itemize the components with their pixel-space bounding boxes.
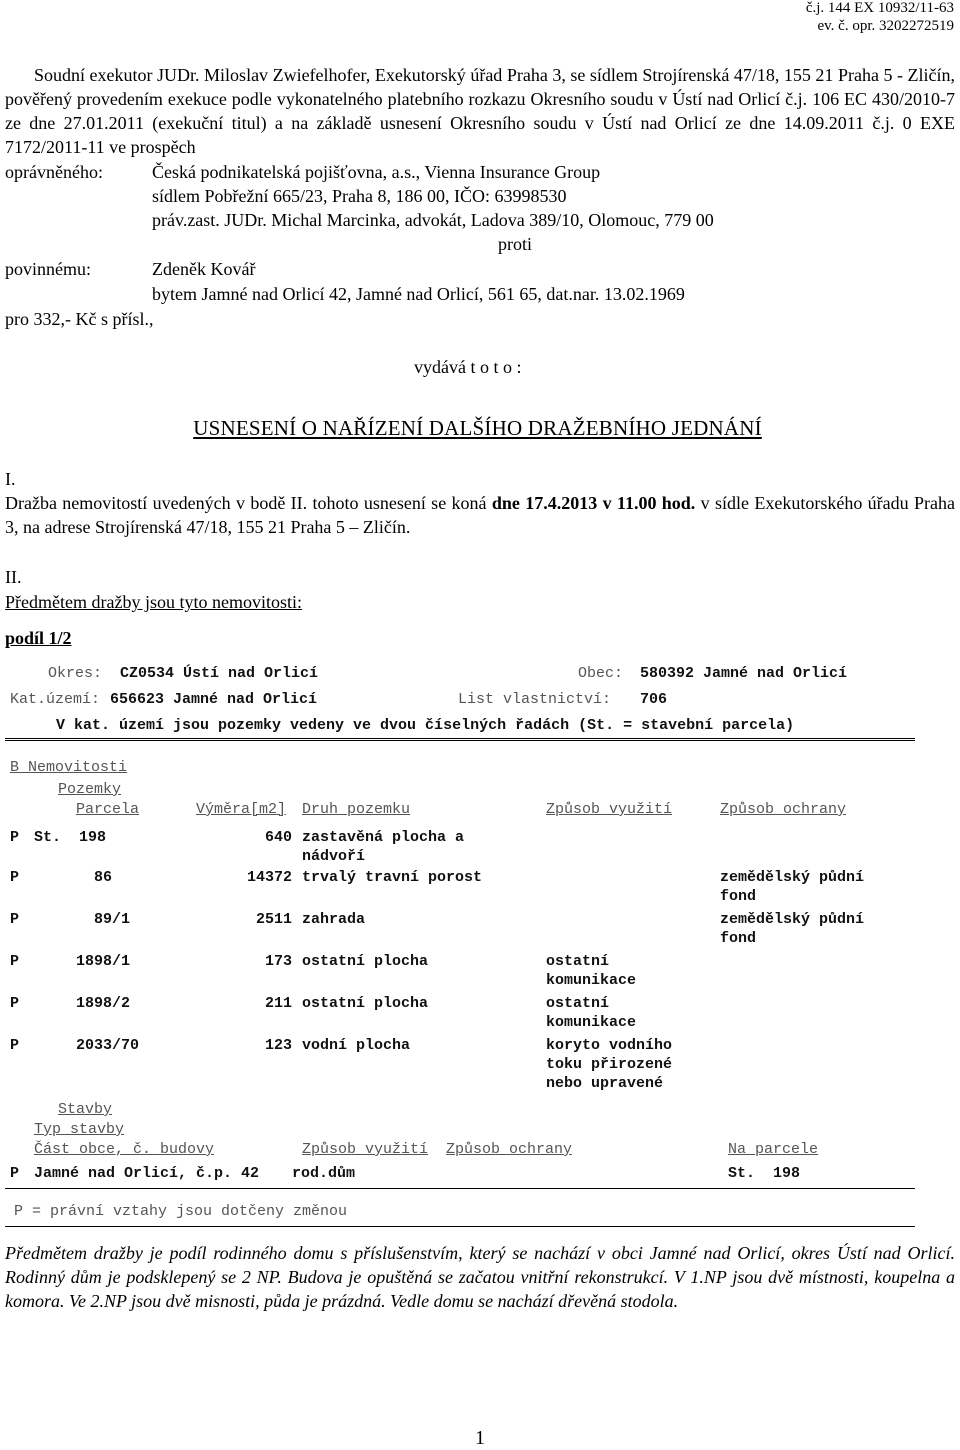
building-location: Jamné nad Orlicí, č.p. 42 (34, 1165, 260, 1182)
row-flag: P (10, 995, 20, 1012)
parcel-area: 173 (264, 953, 292, 970)
col-cast-obce: Část obce, č. budovy (34, 1141, 215, 1158)
col-stavba-vyuziti: Způsob využití (302, 1141, 429, 1158)
issues-text: vydává t o t o : (414, 357, 522, 377)
section-1-number: I. (5, 469, 16, 489)
debtor-name: Zdeněk Kovář (152, 259, 256, 279)
land-type: zastavěná plocha a (302, 829, 465, 846)
pozemky-label: Pozemky (58, 781, 122, 798)
ku-value: 656623 Jamné nad Orlicí (110, 691, 318, 708)
land-use: koryto vodního (546, 1037, 673, 1054)
col-na-parcele: Na parcele (728, 1141, 819, 1158)
land-type: zahrada (302, 911, 366, 928)
row-flag: P (10, 911, 20, 928)
case-reference: č.j. 144 EX 10932/11-63 (805, 0, 954, 16)
col-ochrana: Způsob ochrany (720, 801, 847, 818)
section-2-number: II. (5, 567, 22, 587)
creditor-name: Česká podnikatelská pojišťovna, a.s., Vienna Insurance Group (152, 162, 601, 182)
land-use: komunikace (546, 972, 637, 989)
stavby-label: Stavby (58, 1101, 113, 1118)
creditor-representative: práv.zast. JUDr. Michal Marcinka, advokát, Ladova 389/10, Olomouc, 779 00 (152, 210, 714, 230)
okres-label: Okres: (48, 665, 103, 682)
protection: fond (720, 930, 757, 947)
land-use: ostatní (546, 995, 610, 1012)
col-parcela: Parcela (76, 801, 140, 818)
parcel-number: 1898/2 (76, 995, 131, 1012)
land-type: vodní plocha (302, 1037, 411, 1054)
row-flag: P (10, 1037, 20, 1054)
cadastre-note: V kat. území jsou pozemky vedeny ve dvou číselných řadách (St. = stavební parcela) (56, 717, 795, 734)
parcel-area: 211 (264, 995, 292, 1012)
typ-stavby-label: Typ stavby (34, 1121, 125, 1138)
land-use: nebo upravené (546, 1075, 664, 1092)
enforcement-reference: ev. č. opr. 3202272519 (817, 18, 954, 34)
parcel-area: 14372 (246, 869, 292, 886)
obec-value: 580392 Jamné nad Orlicí (640, 665, 848, 682)
land-type: ostatní plocha (302, 995, 429, 1012)
protection: fond (720, 888, 757, 905)
divider (5, 1226, 915, 1227)
share-label: podíl 1/2 (5, 628, 72, 648)
row-flag: P (10, 953, 20, 970)
land-type: nádvoří (302, 848, 366, 865)
land-use: komunikace (546, 1014, 637, 1031)
building-use: rod.dům (292, 1165, 356, 1182)
col-vymera: Výměra[m2] (196, 801, 287, 818)
section-2-heading: Předmětem dražby jsou tyto nemovitosti: (5, 592, 302, 612)
creditor-label: oprávněného: (5, 162, 103, 182)
parcel-number: 86 (94, 869, 113, 886)
protection: zemědělský půdní (720, 911, 865, 928)
claim-amount: pro 332,- Kč s přísl., (5, 309, 154, 329)
page-number: 1 (475, 1427, 485, 1449)
lv-label: List vlastnictví: (458, 691, 612, 708)
protection: zemědělský půdní (720, 869, 865, 886)
ku-label: Kat.území: (10, 691, 101, 708)
document-title: USNESENÍ O NAŘÍZENÍ DALŠÍHO DRAŽEBNÍHO JEDNÁNÍ (193, 416, 762, 440)
section-1-text: Dražba nemovitostí uvedených v bodě II. tohoto usnesení se koná dne 17.4.2013 v 11.00 hod. v sídle Exekutorského úřadu Praha 3, na adrese Strojírenská 47/18, 155 21 Praha 5 – Zličín. (5, 493, 955, 537)
parcel-area: 2511 (255, 911, 292, 928)
okres-value: CZ0534 Ústí nad Orlicí (120, 665, 319, 682)
col-stavba-ochrana: Způsob ochrany (446, 1141, 573, 1158)
row-flag: P (10, 829, 20, 846)
debtor-label: povinnému: (5, 259, 91, 279)
property-description: Předmětem dražby je podíl rodinného domu s příslušenstvím, který se nachází v obci Jamné nad Orlicí, okres Ústí nad Orlicí. Rodinný dům je podsklepený se 2 NP. Budova je opuštěná se začatou vnitřní rekonstrukcí. V 1.NP jsou dvě místnosti, koupelna a komora. Ve 2.NP jsou dvě misnosti, půda je prázdná. Vedle domu se nachází dřevěná stodola. (5, 1243, 955, 1311)
col-druh: Druh pozemku (302, 801, 411, 818)
parcel-number: St. 198 (34, 829, 107, 846)
creditor-address: sídlem Pobřežní 665/23, Praha 8, 186 00, IČO: 63998530 (152, 186, 567, 206)
intro-paragraph: Soudní exekutor JUDr. Miloslav Zwiefelhofer, Exekutorský úřad Praha 3, se sídlem Strojírenská 47/18, 155 21 Praha 5 - Zličín, pověřený provedením exekuce podle vykonatelného platebního rozkazu Okresního soudu v Ústí nad Orlicí č.j. 106 EC 430/2010-7 ze dne 27.01.2011 (exekuční titul) a na základě usnesení Okresního soudu v Ústí nad Orlicí ze dne 14.09.2011 č.j. 0 EXE 7172/2011-11 ve prospěch (5, 65, 955, 157)
parcel-number: 1898/1 (76, 953, 131, 970)
legend: P = právní vztahy jsou dotčeny změnou (14, 1203, 348, 1220)
col-vyuziti: Způsob využití (546, 801, 673, 818)
land-type: ostatní plocha (302, 953, 429, 970)
parcel-area: 640 (264, 829, 292, 846)
land-use: toku přirozené (546, 1056, 673, 1073)
lv-value: 706 (640, 691, 668, 708)
land-type: trvalý travní porost (302, 869, 483, 886)
obec-label: Obec: (578, 665, 624, 682)
row-flag: P (10, 869, 20, 886)
versus-label: proti (498, 234, 532, 254)
debtor-address: bytem Jamné nad Orlicí 42, Jamné nad Orlicí, 561 65, dat.nar. 13.02.1969 (152, 284, 685, 304)
building-parcel: St. 198 (728, 1165, 801, 1182)
parcel-number: 2033/70 (76, 1037, 140, 1054)
auction-date: dne 17.4.2013 v 11.00 hod. (491, 493, 696, 513)
row-flag: P (10, 1165, 20, 1182)
land-use: ostatní (546, 953, 610, 970)
parcel-number: 89/1 (94, 911, 131, 928)
divider (5, 1188, 915, 1189)
divider (5, 738, 915, 741)
section-b-label: B Nemovitosti (10, 759, 128, 776)
parcel-area: 123 (264, 1037, 292, 1054)
